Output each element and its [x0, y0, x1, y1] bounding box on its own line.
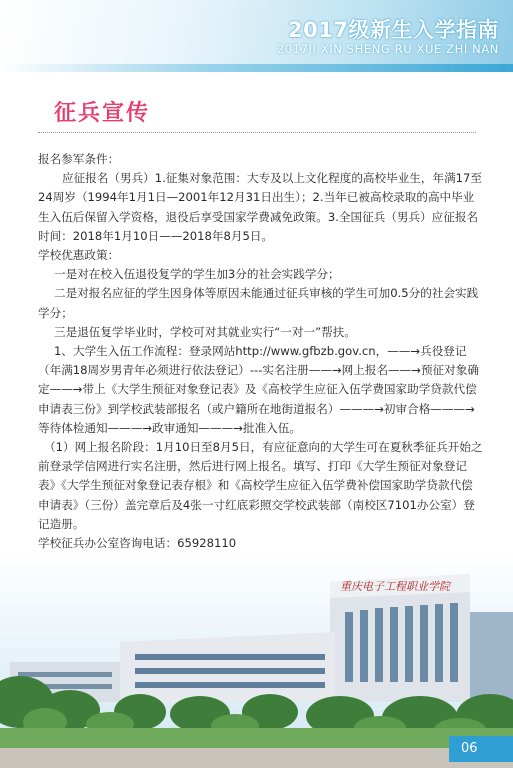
policy-item-1: 一是对在校入伍退役复学的学生加3分的社会实践学分；	[54, 267, 340, 282]
heading-school-policy: 学校优惠政策：	[38, 248, 120, 263]
page-header	[0, 0, 513, 72]
section-title: 征兵宣传	[54, 101, 151, 126]
campus-sign: 重庆电子工程职业学院	[340, 580, 450, 593]
paragraph-workflow: 1、大学生入伍工作流程：登录网站http://www.gfbzb.gov.cn，——→兵役登记（年满18周岁男青年必须进行依法登记）---实名注册——→网上报名——→预征对象确定——→带上《大学生预征对象登记表》及《高校学生应征入伍学费国家助学贷款代偿申请表三份》到学校武装部报名（或户籍所在地街道报名）———→初审合格———→等待体检通知———→政审通知———→批准入伍。	[38, 344, 479, 435]
page-number: 06	[449, 736, 513, 762]
paragraph-conditions: 应征报名（男兵）1.征集对象范围：大专及以上文化程度的高校毕业生，年满17至24周岁（1994年1月1日—2001年12月31日出生）；2.当年已被高校录取的高中毕业生入伍后保留入学资格，退役后享受国家学费减免政策。3.全国征兵（男兵）应征报名时间：2018年1月10日——2018年8月5日。	[38, 171, 483, 243]
campus-photo	[0, 552, 513, 768]
dotted-divider	[38, 132, 476, 133]
header-title: 2017级新生入学指南	[288, 18, 499, 42]
header-stripe	[0, 64, 513, 72]
article-body	[38, 150, 483, 553]
paragraph-online-registration: （1）网上报名阶段：1月10日至8月5日，有应征意向的大学生可在夏秋季征兵开始之前登录学信网进行实名注册，然后进行网上报名。填写、打印《大学生预征对象登记表》《大学生预征对象登记表存根》和《高校学生应征入伍学费补偿国家助学贷款代偿申请表》（三份）盖完章后及4张一寸红底彩照交学校武装部（南校区7101办公室）登记造册。	[38, 440, 483, 531]
contact-phone: 学校征兵办公室咨询电话：65928110	[38, 536, 237, 551]
header-subtitle: 2017JI XIN SHENG RU XUE ZHI NAN	[276, 42, 499, 56]
policy-item-3: 三是退伍复学毕业时，学校可对其就业实行“一对一”帮扶。	[54, 324, 356, 339]
policy-item-2: 二是对报名应征的学生因身体等原因未能通过征兵审核的学生可加0.5分的社会实践学分；	[38, 286, 479, 320]
heading-enlist-conditions: 报名参军条件：	[38, 152, 120, 166]
